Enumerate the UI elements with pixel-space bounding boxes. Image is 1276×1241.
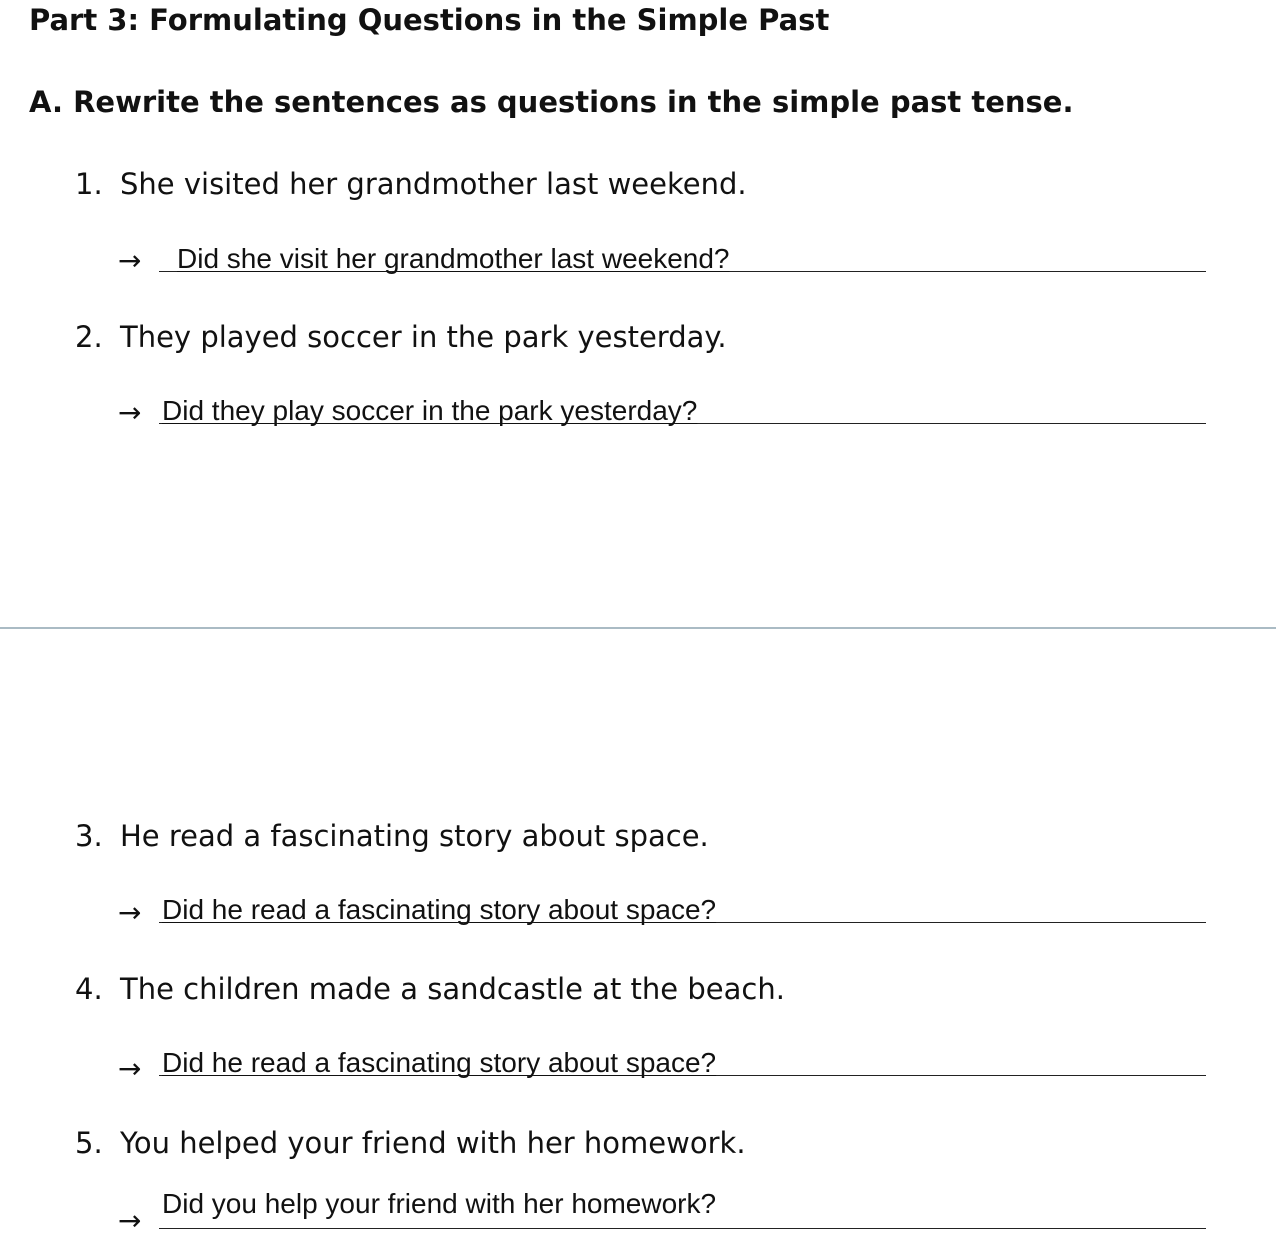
page-break-divider: [0, 627, 1276, 629]
question-sentence: He read a fascinating story about space.: [120, 819, 709, 853]
arrow-icon: →: [118, 1052, 142, 1085]
question-sentence: She visited her grandmother last weekend.: [120, 167, 747, 201]
page-title: Part 3: Formulating Questions in the Simple Past: [29, 3, 830, 37]
arrow-icon: →: [118, 896, 142, 929]
answer-field[interactable]: [159, 1188, 1206, 1229]
question-item: [0, 818, 1276, 854]
question-item: [0, 166, 1276, 202]
question-sentence: You helped your friend with her homework.: [120, 1126, 746, 1160]
question-item: [0, 1125, 1276, 1161]
answer-field[interactable]: [159, 241, 1206, 272]
question-item: [0, 319, 1276, 355]
answer-field[interactable]: [159, 1045, 1206, 1076]
section-instruction: A. Rewrite the sentences as questions in the simple past tense.: [29, 85, 1074, 119]
answer-text: Did he read a fascinating story about space?: [162, 1047, 717, 1078]
question-number: 3.: [75, 819, 103, 853]
question-sentence: They played soccer in the park yesterday.: [120, 320, 727, 354]
arrow-icon: →: [118, 1204, 142, 1237]
question-item: [0, 971, 1276, 1007]
answer-text: Did they play soccer in the park yesterday?: [162, 395, 698, 426]
answer-text: Did he read a fascinating story about space?: [162, 894, 717, 925]
answer-field[interactable]: [159, 393, 1206, 424]
arrow-icon: →: [118, 244, 142, 277]
answer-field[interactable]: [159, 892, 1206, 923]
answer-text: Did you help your friend with her homework?: [162, 1188, 717, 1219]
question-number: 2.: [75, 320, 103, 354]
question-number: 5.: [75, 1126, 103, 1160]
arrow-icon: →: [118, 396, 142, 429]
answer-text: Did she visit her grandmother last weekend?: [177, 243, 730, 274]
question-number: 1.: [75, 167, 103, 201]
question-number: 4.: [75, 972, 103, 1006]
question-sentence: The children made a sandcastle at the beach.: [120, 972, 785, 1006]
